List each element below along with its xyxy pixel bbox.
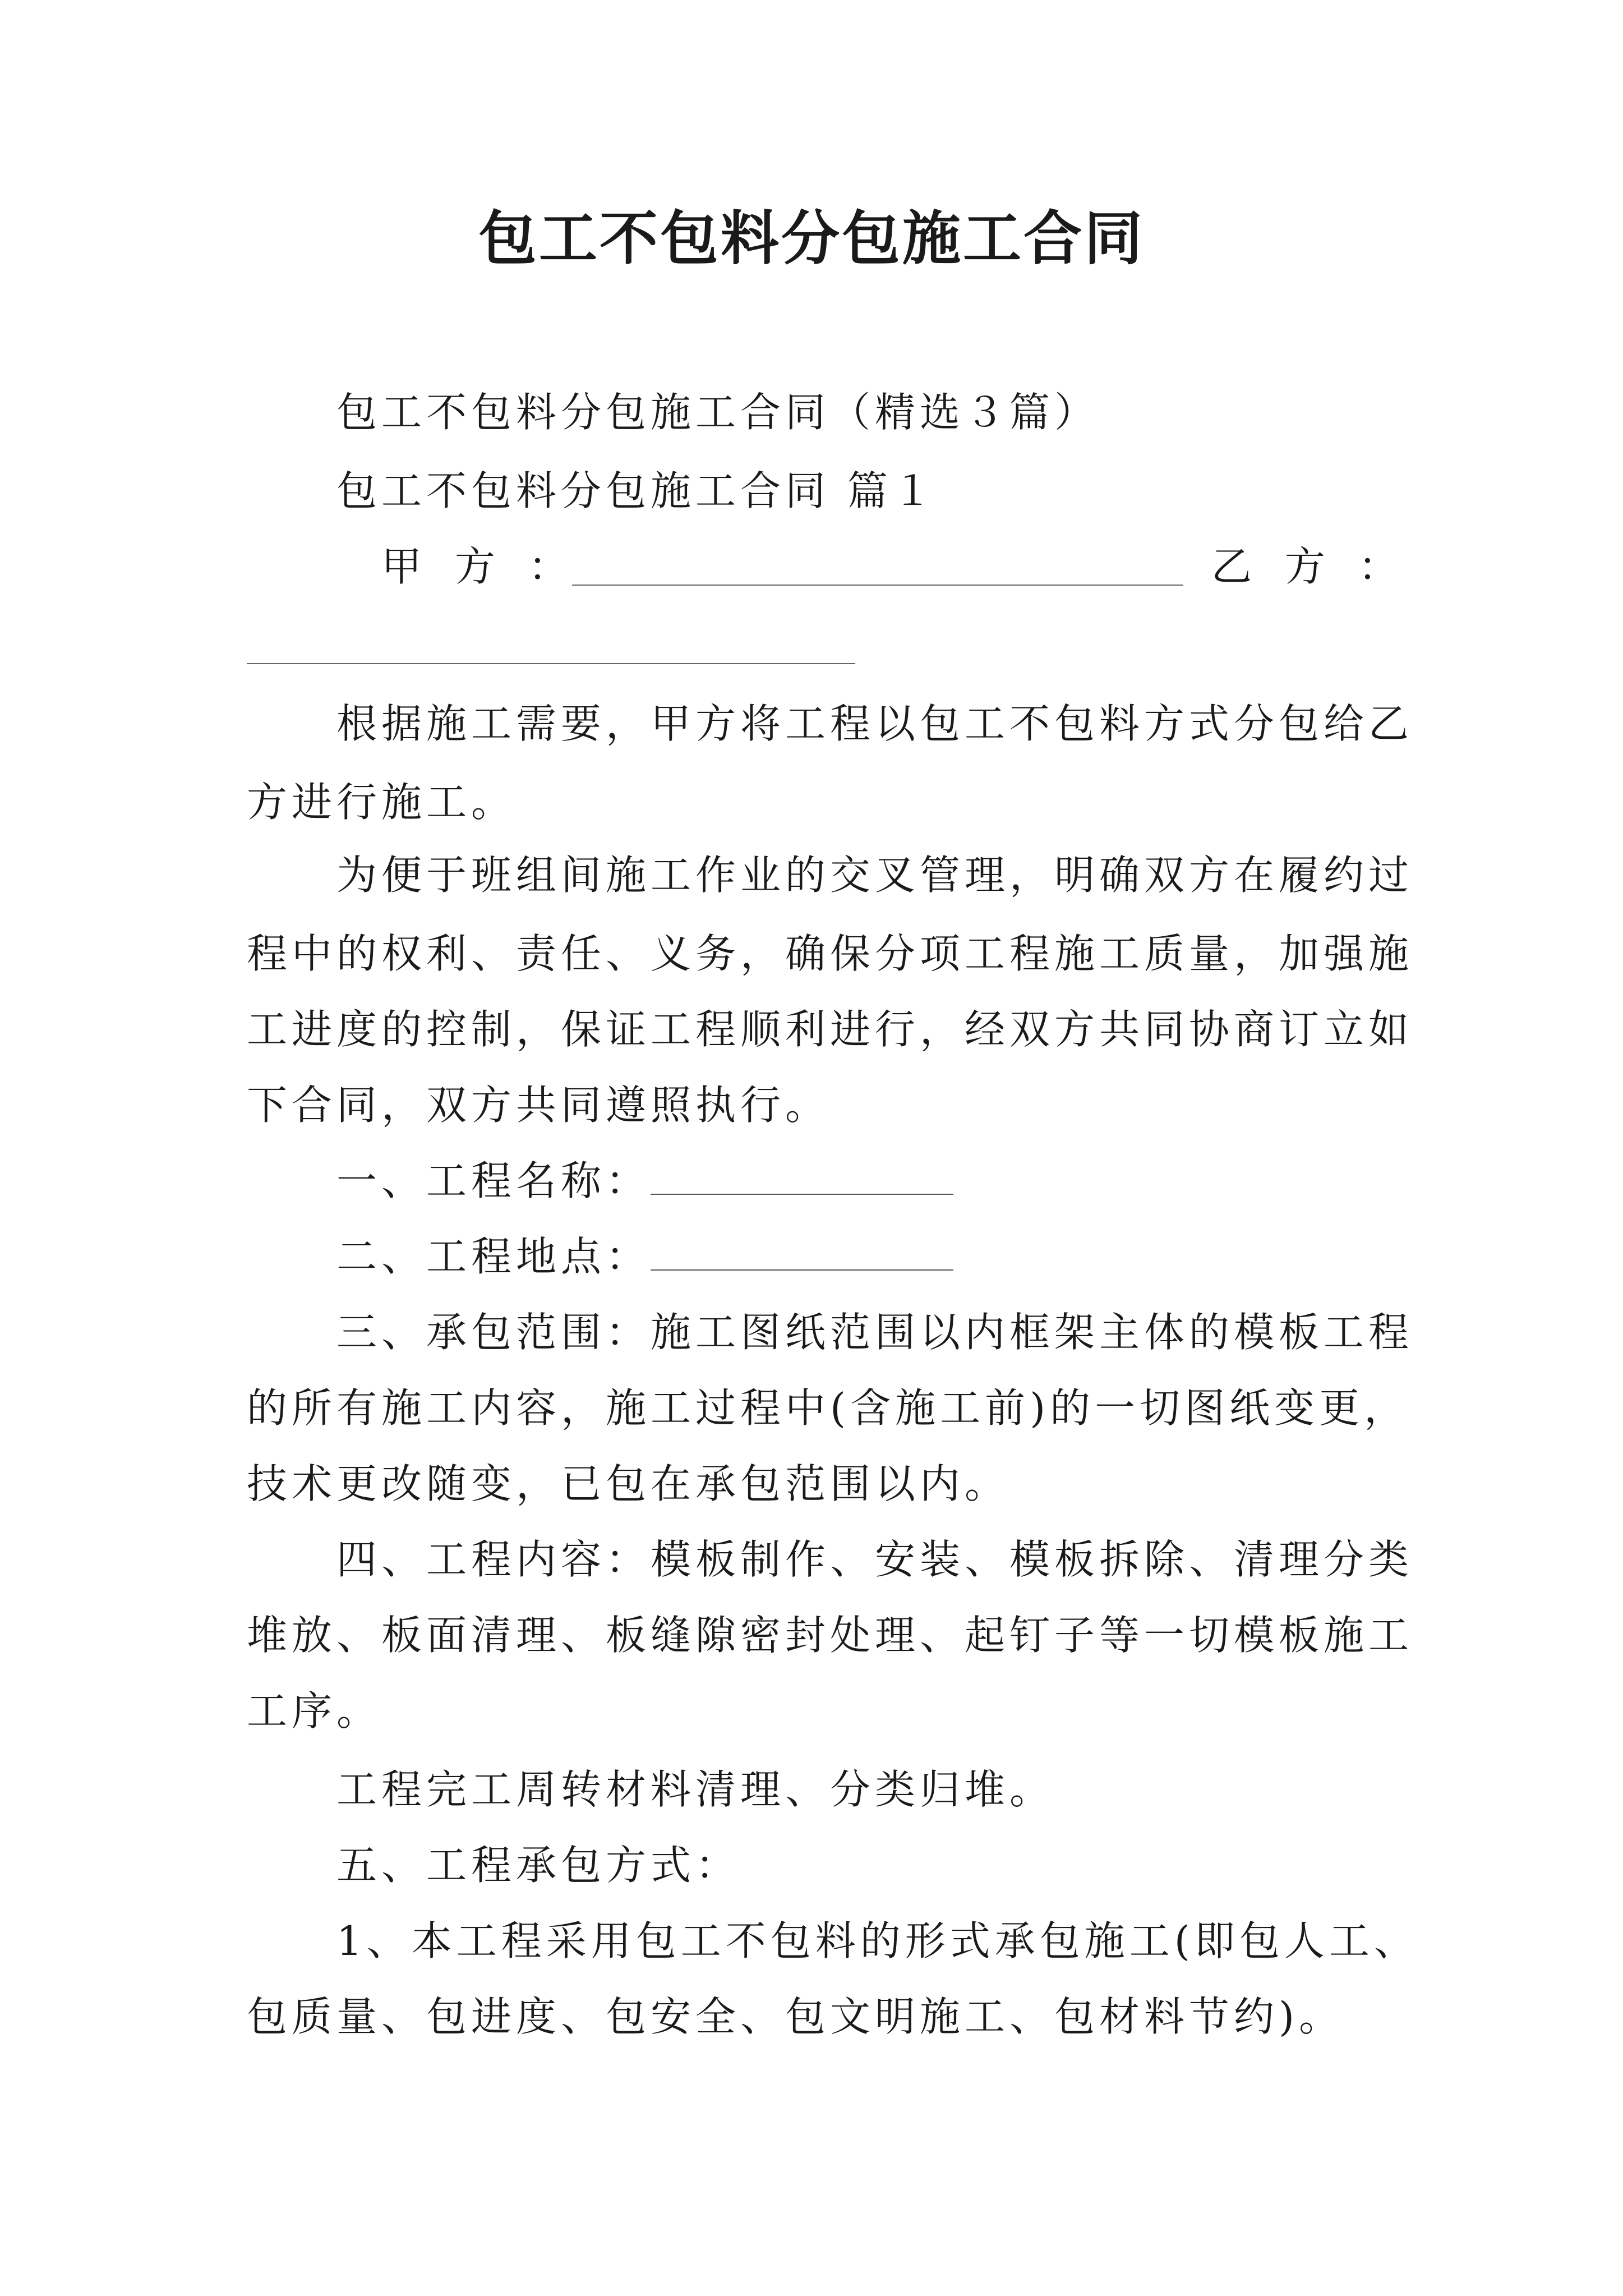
section-heading: 包工不包料分包施工合同 篇１ (336, 467, 937, 514)
item-project-location-label: 二、工程地点： (336, 1233, 651, 1280)
paragraph-7-line-2: 包质量、包进度、包安全、包文明施工、包材料节约)。 (247, 1993, 1344, 2040)
paragraph-4-line-1: 四、工程内容：模板制作、安装、模板拆除、清理分类 (336, 1536, 1414, 1583)
project-location-blank (651, 1236, 953, 1271)
item-project-name-label: 一、工程名称： (336, 1157, 651, 1204)
paragraph-4-line-2: 堆放、板面清理、板缝隙密封处理、起钉子等一切模板施工 (247, 1612, 1414, 1659)
paragraph-4-line-3: 工序。 (247, 1687, 382, 1734)
paragraph-7-line-1: 1、本工程采用包工不包料的形式承包施工(即包人工、 (336, 1917, 1419, 1964)
item-project-location (336, 1228, 953, 1285)
paragraph-2-line-2: 程中的权利、责任、义务，确保分项工程施工质量，加强施 (247, 930, 1414, 977)
paragraph-2-line-4: 下合同，双方共同遵照执行。 (247, 1082, 831, 1129)
project-name-blank (651, 1160, 953, 1195)
party-b-label: 乙 方 ： (1211, 543, 1409, 590)
document-title: 包工不包料分包施工合同 (478, 204, 1145, 273)
paragraph-3-line-1: 三、承包范围：施工图纸范围以内框架主体的模板工程 (336, 1309, 1414, 1356)
party-a-label: 甲 方 ： (381, 543, 579, 590)
paragraph-2-line-3: 工进度的控制，保证工程顺利进行，经双方共同协商订立如 (247, 1006, 1414, 1053)
paragraph-2-line-1: 为便于班组间施工作业的交叉管理，明确双方在履约过 (336, 852, 1414, 899)
subtitle: 包工不包料分包施工合同（精选３篇） (336, 389, 1100, 436)
party-b-blank (247, 662, 855, 664)
paragraph-3-line-2: 的所有施工内容，施工过程中(含施工前)的一切图纸变更， (247, 1384, 1409, 1432)
paragraph-6-line-1: 五、工程承包方式： (336, 1842, 741, 1889)
paragraph-3-line-3: 技术更改随变，已包在承包范围以内。 (247, 1460, 1010, 1507)
paragraph-1-line-1: 根据施工需要，甲方将工程以包工不包料方式分包给乙 (336, 700, 1414, 747)
party-a-blank (572, 583, 1183, 586)
paragraph-5-line-1: 工程完工周转材料清理、分类归堆。 (336, 1766, 1055, 1813)
item-project-name (336, 1153, 953, 1209)
paragraph-1-line-2: 方进行施工。 (247, 779, 517, 826)
